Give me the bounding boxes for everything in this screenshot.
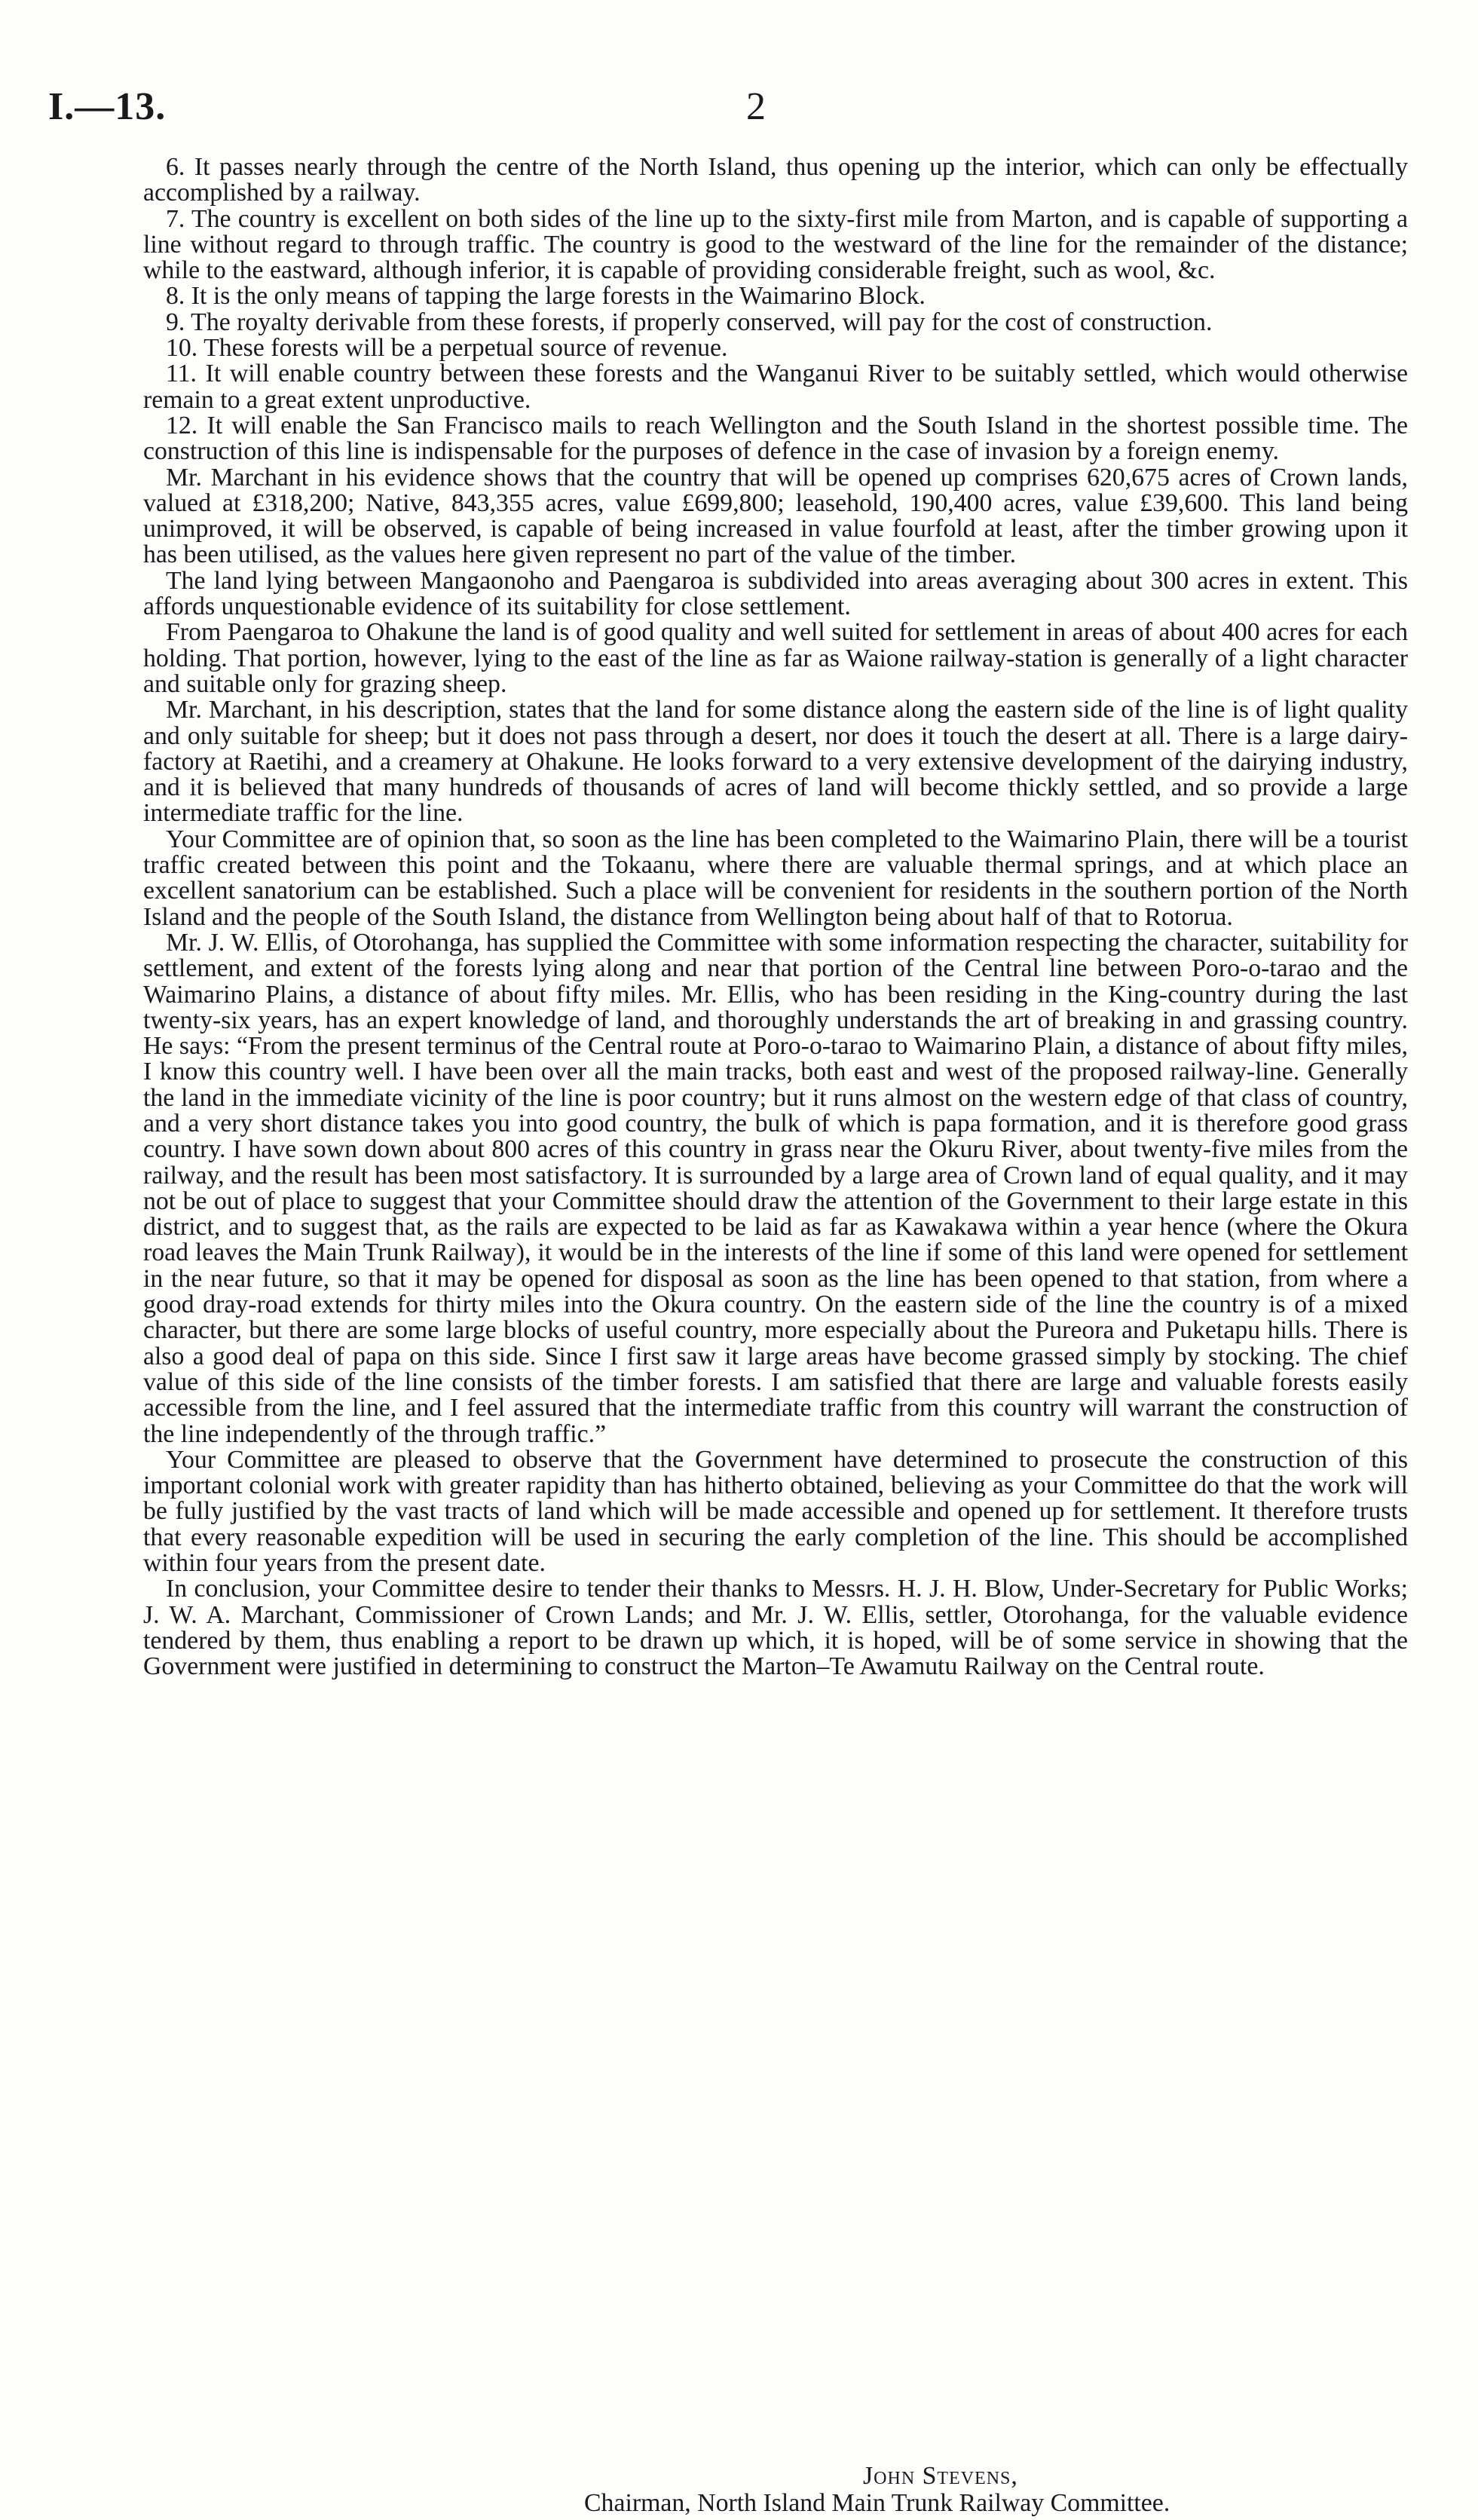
paragraph: Mr. Marchant in his evidence shows that the country that will be opened up comprises 620,675 acres of Crown lands, valued at £318,200; Native, 843,355 acres, value £699,800; leasehold, 190,400 acres, value £39,600. This land being unimproved, it will be observed, is capable of being increased in value fourfold at least, after the timber growing upon it has been utilised, as the values here given represent no part of the value of the timber.	[143, 463, 1408, 569]
page-number: 2	[746, 85, 766, 128]
document-reference: I.—13.	[48, 85, 167, 128]
paragraph: 11. It will enable country between these forests and the Wanganui River to be suitably settled, which would otherwise remain to a great extent unproductive.	[143, 360, 1408, 414]
report-body	[143, 155, 1408, 1680]
signatory-name: John Stevens,	[863, 2462, 1018, 2490]
paragraph: Your Committee are of opinion that, so soon as the line has been completed to the Waimarino Plain, there will be a tourist traffic created between this point and the Tokaanu, where there are valuable thermal springs, and at which place an excellent sanatorium can be established. Such a place will be convenient for residents in the southern portion of the North Island and the people of the South Island, the distance from Wellington being about half of that to Rotorua.	[143, 825, 1408, 931]
paragraph: 6. It passes nearly through the centre of the North Island, thus opening up the interior, which can only be effectually accomplished by a railway.	[143, 153, 1408, 207]
paragraph: Mr. Marchant, in his description, states that the land for some distance along the eastern side of the line is of light quality and only suitable for sheep; but it does not pass through a desert, nor does it touch the desert at all. There is a large dairy-factory at Raetihi, and a creamery at Ohakune. He looks forward to a very extensive development of the dairying industry, and it is believed that many hundreds of thousands of acres of land will become thickly settled, and so provide a large intermediate traffic for the line.	[143, 696, 1408, 828]
paragraph: In conclusion, your Committee desire to tender their thanks to Messrs. H. J. H. Blow, Under-Secretary for Public Works; J. W. A. Marchant, Commissioner of Crown Lands; and Mr. J. W. Ellis, settler, Otorohanga, for the valuable evidence tendered by them, thus enabling a report to be drawn up which, it is hoped, will be of some service in showing that the Government were justified in determining to construct the Marton–Te Awamutu Railway on the Central route.	[143, 1575, 1408, 1681]
paragraph: 9. The royalty derivable from these forests, if properly conserved, will pay for the cost of construction.	[166, 308, 1213, 336]
paragraph: 10. These forests will be a perpetual source of revenue.	[166, 334, 728, 363]
paragraph: Your Committee are pleased to observe that the Government have determined to prosecute the construction of this important colonial work with greater rapidity than has hitherto obtained, believing as your Committee do that the work will be fully justified by the vast tracts of land which will be made accessible and opened up for settlement. It therefore trusts that every reasonable expedition will be used in securing the early completion of the line. This should be accomplished within four years from the present date.	[143, 1445, 1408, 1578]
paragraph: 12. It will enable the San Francisco mails to reach Wellington and the South Island in the shortest possible time. The construction of this line is indispensable for the purposes of defence in the case of invasion by a foreign enemy.	[143, 411, 1408, 466]
paragraph: Mr. J. W. Ellis, of Otorohanga, has supplied the Committee with some information respecting the character, suitability for settlement, and extent of the forests lying along and near that portion of the Central line between Poro-o-tarao and the Waimarino Plains, a distance of about fifty miles. Mr. Ellis, who has been residing in the King-country during the last twenty-six years, has an expert knowledge of land, and thoroughly understands the art of breaking in and grassing country. He says: “From the present terminus of the Central route at Poro-o-tarao to Waimarino Plain, a distance of about fifty miles, I know this country well. I have been over all the main tracks, both east and west of the proposed railway-line. Generally the land in the immediate vicinity of the line is poor country; but it runs almost on the western edge of that class of country, and a very short distance takes you into good country, the bulk of which is papa formation, and it is therefore good grass country. I have sown down about 800 acres of this country in grass near the Okuru River, about twenty-five miles from the railway, and the result has been most satisfactory. It is surrounded by a large area of Crown land of equal quality, and it may not be out of place to suggest that your Committee should draw the attention of the Government to their large estate in this district, and to suggest that, as the rails are expected to be laid as far as Kawakawa within a year hence (where the Okura road leaves the Main Trunk Railway), it would be in the interests of the line if some of this land were opened for settlement in the near future, so that it may be opened for disposal as soon as the line has been opened to that station, from where a good dray-road extends for thirty miles into the Okura country. On the eastern side of the line the country is of a mixed character, but there are some large blocks of useful country, more especially about the Pureora and Puketapu hills. There is also a good deal of papa on this side. Since I first saw it large areas have become grassed simply by stocking. The chief value of this side of the line consists of the timber forests. I am satisfied that there are large and valuable forests easily accessible from the line, and I feel assured that the intermediate traffic from this country will warrant the construction of the line independently of the through traffic.”	[143, 928, 1408, 1448]
paragraph: The land lying between Mangaonoho and Paengaroa is subdivided into areas averaging about 300 acres in extent. This affords unquestionable evidence of its suitability for close settlement.	[143, 566, 1408, 621]
signatory-title: Chairman, North Island Main Trunk Railway Committee.	[584, 2489, 1170, 2517]
paragraph: From Paengaroa to Ohakune the land is of good quality and well suited for settlement in areas of about 400 acres for each holding. That portion, however, lying to the east of the line as far as Waione railway-station is generally of a light character and suitable only for grazing sheep.	[143, 618, 1408, 698]
paragraph: 8. It is the only means of tapping the large forests in the Waimarino Block.	[166, 282, 926, 311]
paragraph: 7. The country is excellent on both sides of the line up to the sixty-first mile from Marton, and is capable of supporting a line without regard to through traffic. The country is good to the westward of the line for the remainder of the distance; while to the eastward, although inferior, it is capable of providing considerable freight, such as wool, &c.	[143, 204, 1408, 285]
